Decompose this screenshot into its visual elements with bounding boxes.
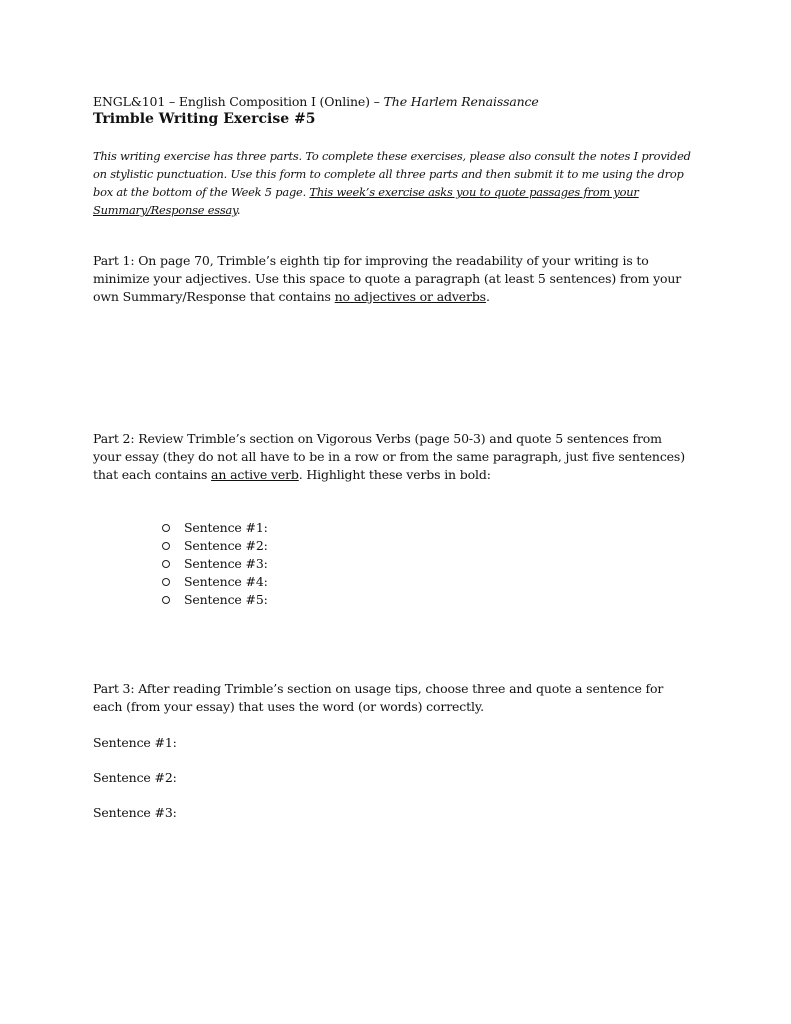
part3-paragraph: Part 3: After reading Trimble’s section on usage tips, choose three and quote a sentence for each (from your essay) that uses the word (or words) correctly.: [93, 681, 664, 714]
course-name: ENGL&101 – English Composition I (Online) –: [93, 94, 380, 109]
list-item: [162, 573, 268, 591]
circle-bullet-icon: [162, 560, 170, 568]
list-item: [162, 519, 268, 537]
page-title: Trimble Writing Exercise #5: [93, 111, 316, 127]
part3-sentence-1: Sentence #1:: [93, 735, 177, 750]
sentence-label: Sentence #4:: [184, 574, 268, 589]
intro-end: .: [236, 203, 241, 217]
circle-bullet-icon: [162, 578, 170, 586]
circle-bullet-icon: [162, 542, 170, 550]
part2-end: . Highlight these verbs in bold:: [298, 467, 491, 482]
course-line: [93, 93, 693, 111]
part2-paragraph: [93, 430, 693, 484]
part2-sentence-list: [162, 519, 268, 609]
intro-text: This writing exercise has three parts. To complete these exercises, please also consult the notes I provided on stylistic punctuation. Use this form to complete all three parts and then submit it to me using the drop box at the bottom of the Week 5 page.: [93, 149, 691, 199]
part3-sentence-3: Sentence #3:: [93, 805, 177, 820]
sentence-label: Sentence #2:: [184, 538, 268, 553]
intro-underlined: This week’s exercise asks you to quote passages from your Summary/Response essay: [93, 185, 639, 217]
intro-paragraph: [93, 147, 693, 219]
part1-end: .: [485, 289, 490, 304]
part3-sentence-2: Sentence #2:: [93, 770, 177, 785]
sentence-label: Sentence #1:: [184, 520, 268, 535]
list-item: [162, 555, 268, 573]
part2-underlined: an active verb: [211, 467, 299, 482]
circle-bullet-icon: [162, 596, 170, 604]
sentence-label: Sentence #5:: [184, 592, 268, 607]
part1-paragraph: [93, 252, 693, 306]
list-item: [162, 537, 268, 555]
part2-text: Part 2: Review Trimble’s section on Vigorous Verbs (page 50-3) and quote 5 sentences from your essay (they do not all have to be in a row or from the same paragraph, just five sentences) that each contains: [93, 431, 685, 482]
part1-underlined: no adjectives or adverbs: [334, 289, 486, 304]
sentence-label: Sentence #3:: [184, 556, 268, 571]
course-theme: The Harlem Renaissance: [383, 94, 539, 109]
part1-text: Part 1: On page 70, Trimble’s eighth tip for improving the readability of your writing is to minimize your adjectives. Use this space to quote a paragraph (at least 5 sentences) from your own Summary/Response that contains: [93, 253, 682, 304]
list-item: [162, 591, 268, 609]
circle-bullet-icon: [162, 524, 170, 532]
